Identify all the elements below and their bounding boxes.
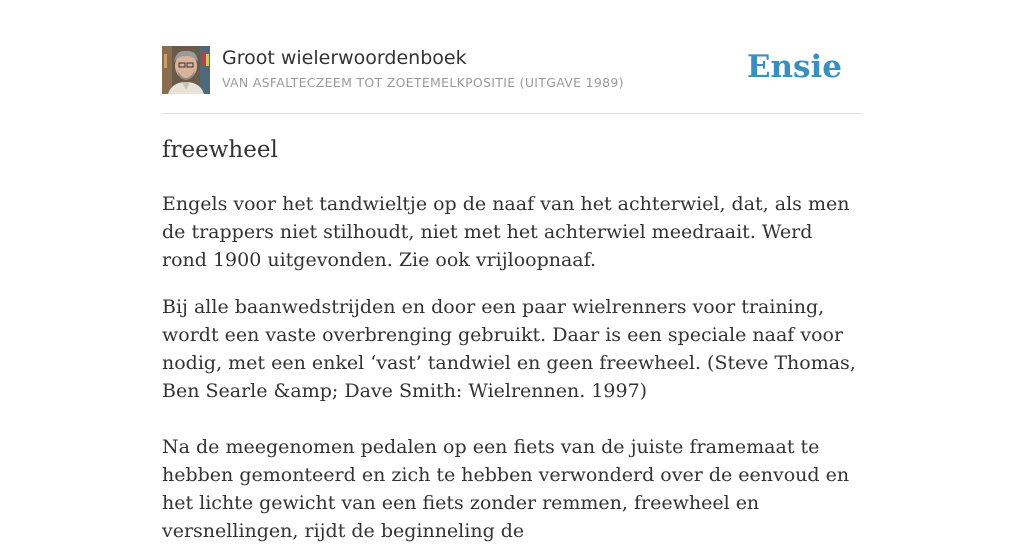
author-name[interactable]: Groot wielerwoordenboek	[222, 47, 467, 69]
author-portrait-image	[162, 46, 210, 94]
definition-paragraph: Engels voor het tandwieltje op de naaf van het achterwiel, dat, als men de trappers niet stilhoudt, niet met het achterwiel meedraait. Werd rond 1900 uitgevonden. Zie ook vrijloopnaaf.	[162, 193, 850, 271]
author-subtitle: VAN ASFALTECZEEM TOT ZOETEMELKPOSITIE (UITGAVE 1989)	[222, 75, 624, 90]
ensie-logo[interactable]: Ensie	[746, 49, 842, 85]
entry-term: freewheel	[162, 137, 278, 163]
quote-paragraph: Bij alle baanwedstrijden en door een paar wielrenners voor training, wordt een vaste overbrenging gebruikt. Daar is een speciale naaf voor nodig, met een enkel ‘vast’ tandwiel en geen freewheel. (Steve Thomas, Ben Searle &amp; Dave Smith: Wielrennen. 1997)	[162, 296, 856, 402]
source-header	[162, 46, 862, 96]
author-avatar[interactable]	[162, 46, 210, 94]
quote-paragraph: Na de meegenomen pedalen op een fiets van de juiste framemaat te hebben gemonteerd en zich te hebben verwonderd over de eenvoud en het lichte gewicht van een fiets zonder remmen, freewheel en versnellingen, rijdt de beginneling de	[162, 436, 850, 542]
header-divider	[162, 113, 862, 114]
